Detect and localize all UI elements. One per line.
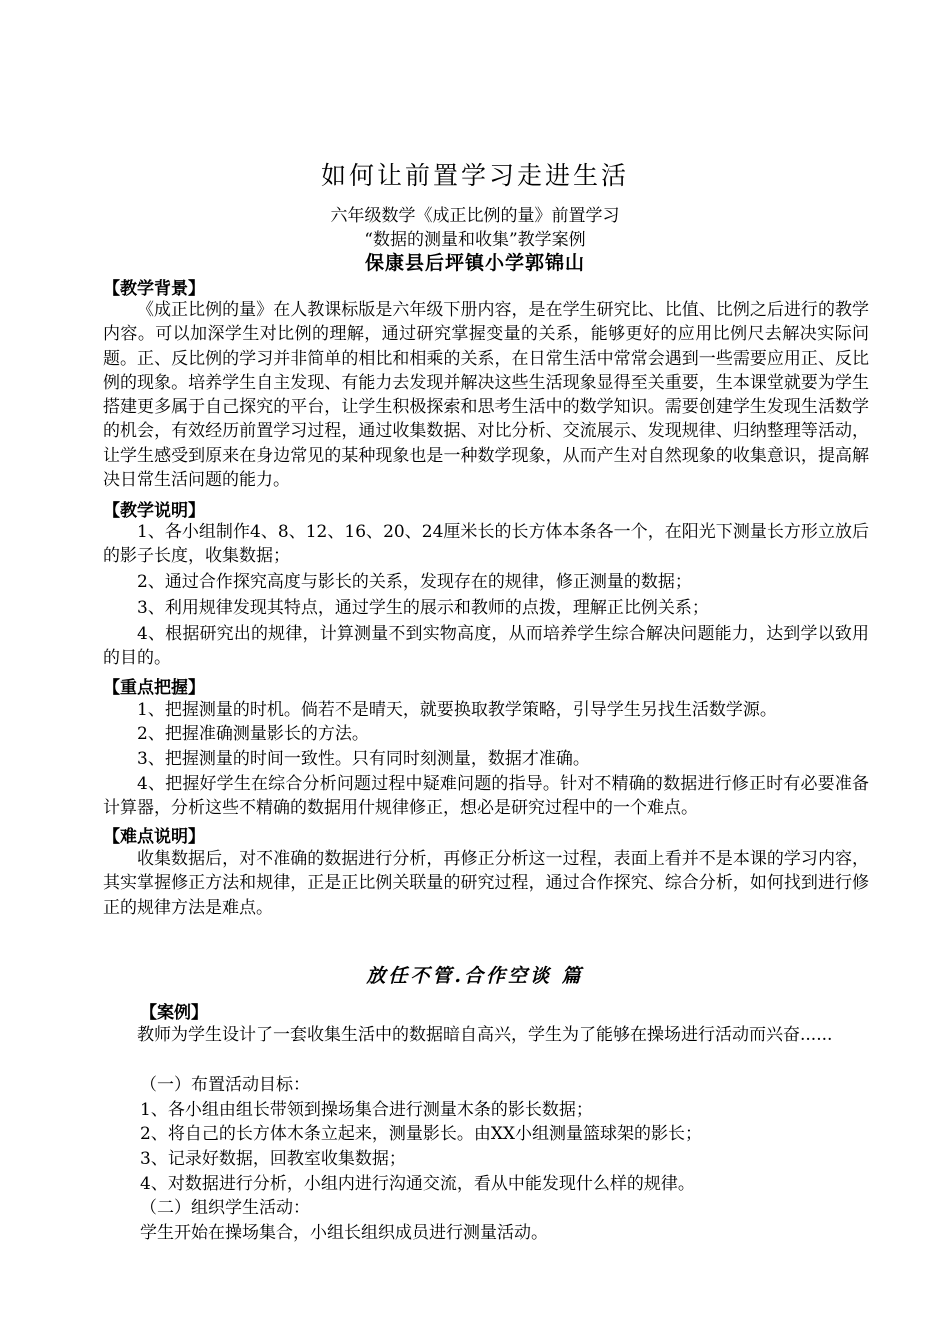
- heading-instructions: 【教学说明】: [103, 501, 205, 521]
- heading-background: 【教学背景】: [103, 279, 205, 299]
- key-point-4: 4、把握好学生在综合分析问题过程中疑难问题的指导。针对不精确的数据进行修正时有必要准备计算器，分析这些不精确的数据用什规律修正，想必是研究过程中的一个难点。: [103, 774, 869, 819]
- instruction-item-3: 3、利用规律发现其特点，通过学生的展示和教师的点拨，理解正比例关系；: [137, 598, 709, 618]
- goal-item-1: 1、各小组由组长带领到操场集合进行测量木条的影长数据；: [140, 1100, 593, 1120]
- difficulty-paragraph: 收集数据后，对不准确的数据进行分析，再修正分析这一过程，表面上看并不是本课的学习内容，其实掌握修正方法和规律，正是正比例关联量的研究过程，通过合作探究、综合分析，如何找到进行修正的规律方法是难点。: [103, 849, 869, 918]
- key-point-3: 3、把握测量的时间一致性。只有同时刻测量，数据才准确。: [137, 749, 590, 769]
- goal-item-3: 3、记录好数据，回教室收集数据；: [140, 1149, 406, 1169]
- author-line: 保康县后坪镇小学郭锦山: [364, 252, 585, 274]
- background-paragraph: 《成正比例的量》在人教课标版是六年级下册内容，是在学生研究比、比值、比例之后进行的教学内容。可以加深学生对比例的理解，通过研究掌握变量的关系，能够更好的应用比例尺去解决实际问题。正、反比例的学习并非简单的相比和相乘的关系，在日常生活中常常会遇到一些需要应用正、反比例的现象。培养学生自主发现、有能力去发现并解决这些生活现象显得至关重要，生本课堂就要为学生搭建更多属于自己探究的平台，让学生积极探索和思考生活中的数学知识。需要创建学生发现生活数学的机会，有效经历前置学习过程，通过收集数据、对比分析、交流展示、发现规律、归纳整理等活动，让学生感受到原来在身边常见的某种现象也是一种数学现象，从而产生对自然现象的收集意识，提高解决日常生活问题的能力。: [103, 300, 869, 491]
- key-point-2: 2、把握准确测量影长的方法。: [137, 724, 369, 744]
- instruction-item-4: 4、根据研究出的规律，计算测量不到实物高度，从而培养学生综合解决问题能力，达到学以致用的目的。: [103, 624, 869, 669]
- heading-difficulty: 【难点说明】: [103, 827, 205, 847]
- goal-heading: （一）布置活动目标：: [140, 1075, 310, 1095]
- case-intro: 教师为学生设计了一套收集生活中的数据暗自高兴，学生为了能够在操场进行活动而兴奋......: [137, 1025, 833, 1045]
- goal-item-2: 2、将自己的长方体木条立起来，测量影长。由XX小组测量篮球架的影长；: [140, 1124, 703, 1144]
- subtitle-1: 六年级数学《成正比例的量》前置学习: [330, 206, 620, 226]
- case-label: 【案例】: [140, 1003, 208, 1023]
- goal-item-4: 4、对数据进行分析，小组内进行沟通交流，看从中能发现什么样的规律。: [140, 1174, 695, 1194]
- instruction-item-2: 2、通过合作探究高度与影长的关系，发现存在的规律，修正测量的数据；: [137, 572, 692, 592]
- heading-key-points: 【重点把握】: [103, 678, 205, 698]
- part-title: 放任不管.合作空谈 篇: [366, 965, 584, 987]
- org-heading: （二）组织学生活动：: [140, 1198, 310, 1218]
- key-point-1: 1、把握测量的时机。倘若不是晴天，就要换取教学策略，引导学生另找生活数学源。: [137, 700, 777, 720]
- document-title: 如何让前置学习走进生活: [320, 161, 629, 190]
- subtitle-2: “数据的测量和收集”教学案例: [364, 230, 586, 250]
- org-text: 学生开始在操场集合，小组长组织成员进行测量活动。: [140, 1223, 548, 1243]
- instruction-item-1: 1、各小组制作4、8、12、16、20、24厘米长的长方体本条各一个，在阳光下测量长方形立放后的影子长度，收集数据；: [103, 522, 869, 567]
